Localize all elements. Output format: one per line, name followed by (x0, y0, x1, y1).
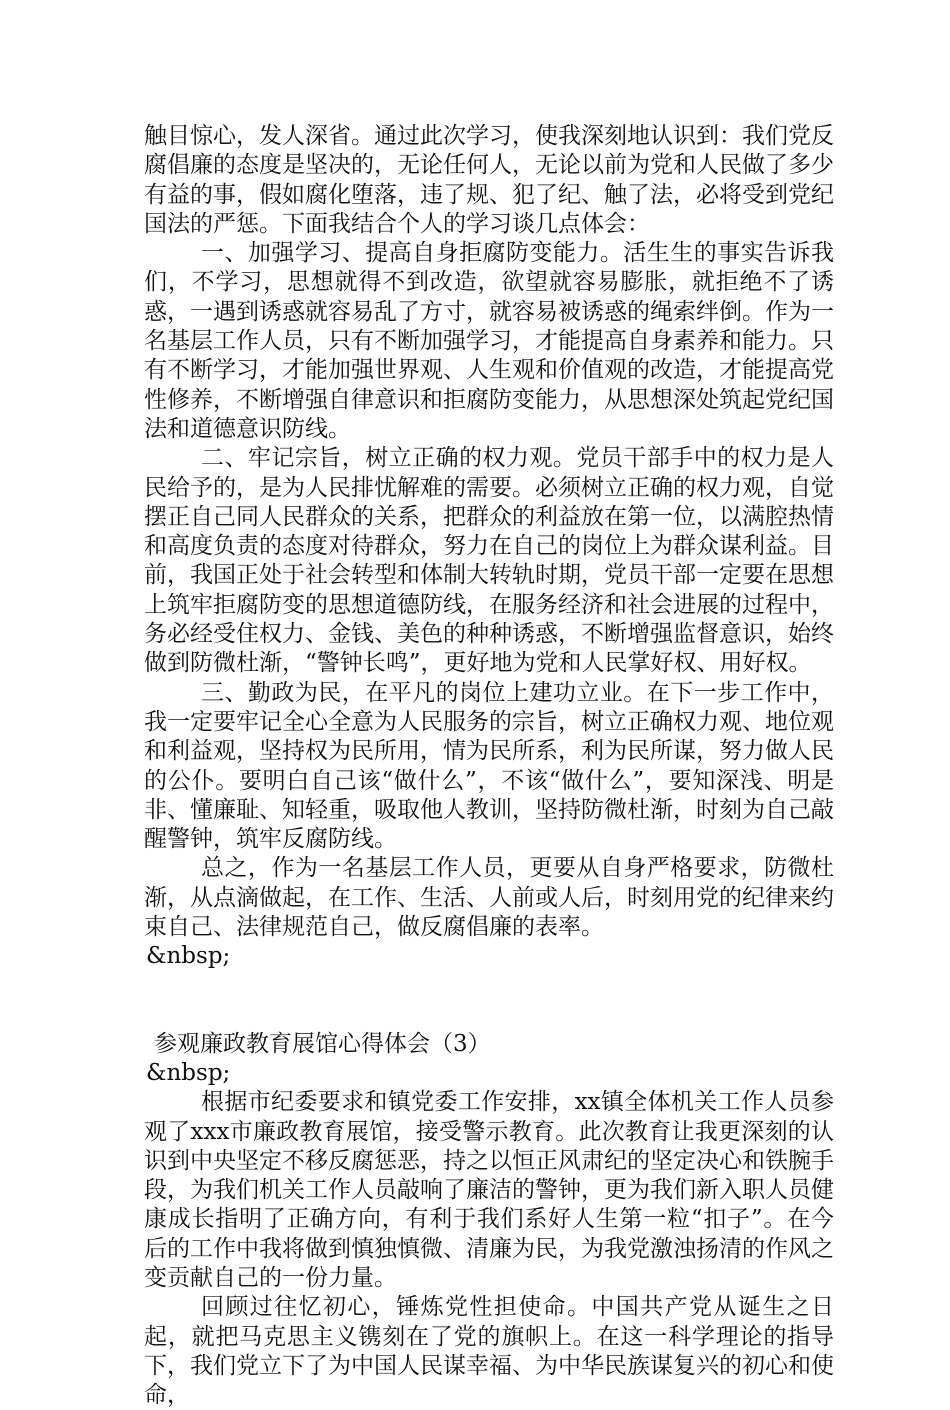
paragraph-section2-review: 回顾过往忆初心，锤炼党性担使命。中国共产党从诞生之日起，就把马克思主义镌刻在了党的旗帜上。在这一科学理论的指导下，我们党立下了为中国人民谋幸福、为中华民族谋复兴的初心和使命， (144, 1294, 834, 1409)
paragraph-conclusion: 总之，作为一名基层工作人员，更要从自身严格要求，防微杜渐，从点滴做起，在工作、生活、人前或人后，时刻用党的纪律来约束自己、法律规范自己，做反腐倡廉的表率。 (144, 855, 834, 941)
paragraph-point-three: 三、勤政为民，在平凡的岗位上建功立业。在下一步工作中，我一定要牢记全心全意为人民服务的宗旨，树立正确权力观、地位观和利益观，坚持权为民所用，情为民所系，利为民所谋，努力做人民的公仆。要明白自己该“做什么”，不该“做什么”，要知深浅、明是非、懂廉耻、知轻重，吸取他人教训，坚持防微杜渐，时刻为自己敲醒警钟，筑牢反腐防线。 (144, 679, 834, 853)
paragraph-intro: 触目惊心，发人深省。通过此次学习，使我深刻地认识到：我们党反腐倡廉的态度是坚决的，无论任何人，无论以前为党和人民做了多少有益的事，假如腐化堕落，违了规、犯了纪、触了法，必将受到党纪国法的严惩。下面我结合个人的学习谈几点体会： (144, 123, 834, 237)
section-title: 参观廉政教育展馆心得体会（3） (154, 1030, 491, 1057)
nbsp-text-2: &nbsp; (146, 1059, 231, 1086)
paragraph-point-one: 一、加强学习、提高自身拒腐防变能力。活生生的事实告诉我们，不学习，思想就得不到改造，欲望就容易膨胀，就拒绝不了诱惑，一遇到诱惑就容易乱了方寸，就容易被诱惑的绳索绊倒。作为一名基层工作人员，只有不断加强学习，才能提高自身素养和能力。只有不断学习，才能加强世界观、人生观和价值观的改造，才能提高党性修养，不断增强自律意识和拒腐防变能力，从思想深处筑起党纪国法和道德意识防线。 (144, 240, 834, 442)
paragraph-section2-intro: 根据市纪委要求和镇党委工作安排，xx镇全体机关工作人员参观了xxx市廉政教育展馆，接受警示教育。此次教育让我更深刻的认识到中央坚定不移反腐惩恶，持之以恒正风肃纪的坚定决心和铁腕手段，为我们机关工作人员敲响了廉洁的警钟，更为我们新入职人员健康成长指明了正确方向，有利于我们系好人生第一粒“扣子”。在今后的工作中我将做到慎独慎微、清廉为民，为我党激浊扬清的作风之变贡献自己的一份力量。 (144, 1089, 834, 1291)
paragraph-point-two: 二、牢记宗旨，树立正确的权力观。党员干部手中的权力是人民给予的，是为人民排忧解难的需要。必须树立正确的权力观，自觉摆正自己同人民群众的关系，把群众的利益放在第一位，以满腔热情和高度负责的态度对待群众，努力在自己的岗位上为群众谋利益。目前，我国正处于社会转型和体制大转轨时期，党员干部一定要在思想上筑牢拒腐防变的思想道德防线，在服务经济和社会进展的过程中，务必经受住权力、金钱、美色的种种诱惑，不断增强监督意识，始终做到防微杜渐，“警钟长鸣”，更好地为党和人民掌好权、用好权。 (144, 445, 834, 677)
section-spacer (144, 972, 834, 1030)
nbsp-text-1: &nbsp; (146, 943, 231, 970)
document-body (144, 122, 834, 1410)
